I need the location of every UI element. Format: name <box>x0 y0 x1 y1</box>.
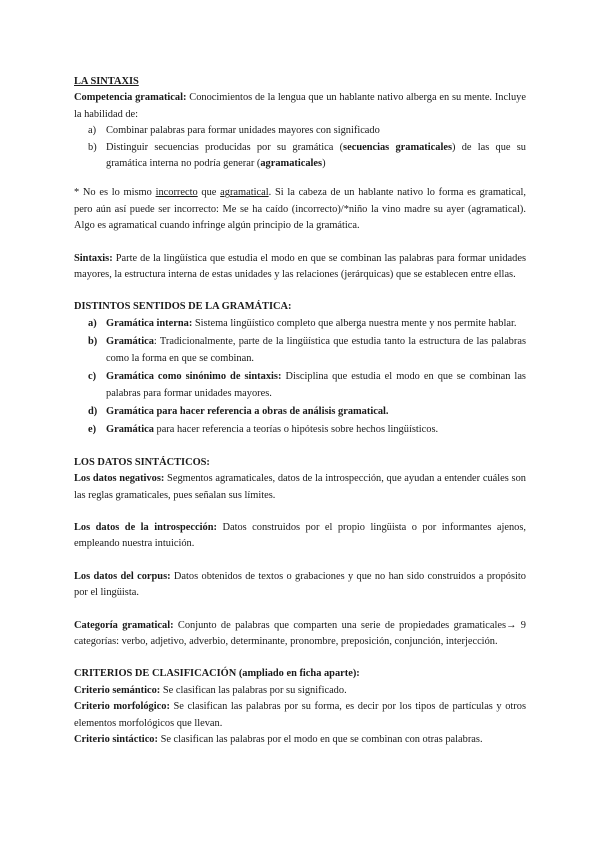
list-marker: e) <box>88 424 97 436</box>
list-marker: b) <box>88 336 98 348</box>
datos-negativos-text: Segmentos agramaticales, datos de la introspección, que ayudan a entender cuáles son las reglas gramaticales, pues señalan sus límites. <box>74 473 526 501</box>
list-item-term: Gramática interna: <box>106 317 193 329</box>
list-item <box>74 369 526 402</box>
list-item-text-pre: Distinguir secuencias producidas por su gramática ( <box>106 141 344 153</box>
list-marker: b) <box>88 141 97 153</box>
document-page <box>74 74 526 748</box>
list-item-term: Gramática <box>106 424 154 436</box>
sentidos-list <box>74 316 526 439</box>
note-paragraph <box>74 185 526 234</box>
criterio-sintactico-text: Se clasifican las palabras por el modo en que se combinan con otras palabras. <box>157 734 483 745</box>
list-item-term: Gramática para hacer referencia a obras de análisis gramatical. <box>106 405 389 417</box>
sintaxis-text: Parte de la lingüística que estudia el modo en que se combinan las palabras para formar unidades mayores, la estructura interna de estas unidades y las relaciones (jerárquicas) que se establecen entre ellas. <box>74 252 526 281</box>
criterio-semantico-text: Se clasifican las palabras por su significado. <box>160 684 347 696</box>
criterio-morfologico-text: Se clasifican las palabras por su forma, es decir por los tipos de partículas y otros elementos morfológicos que llevan. <box>74 701 527 729</box>
datos-negativos-paragraph <box>74 471 526 504</box>
datos-introspeccion-text: Datos construidos por el propio lingüista o por informantes ajenos, empleando nuestra intuición. <box>74 521 526 550</box>
criterio-sintactico-term: Criterio sintáctico: <box>74 734 158 745</box>
sintaxis-term: Sintaxis: <box>74 252 113 264</box>
list-item <box>74 140 526 173</box>
categoria-paragraph <box>74 618 526 651</box>
note-underline: incorrecto <box>155 187 198 199</box>
sentidos-heading: DISTINTOS SENTIDOS DE LA GRAMÁTICA: <box>74 301 292 313</box>
criterio-sintactico-paragraph <box>74 732 526 748</box>
criterio-morfologico-paragraph <box>74 699 526 732</box>
note-text: . Si la cabeza de un hablante nativo lo forma es gramatical, pero aún así puede ser incorrecto: Me se ha caído (incorrecto)/*niño la vino madre su ayer (agramatical). Algo es agramatical cuando infringe algún principio de la gramática. <box>74 187 526 232</box>
sintaxis-paragraph <box>74 251 526 284</box>
competencia-paragraph <box>74 90 526 123</box>
datos-introspeccion-term: Los datos de la introspección: <box>74 521 217 533</box>
list-item <box>74 123 526 139</box>
criterio-morfologico-term: Criterio morfológico: <box>74 701 170 713</box>
list-marker: a) <box>88 125 97 137</box>
list-marker: a) <box>88 317 97 329</box>
list-item <box>74 404 526 420</box>
datos-corpus-term: Los datos del corpus: <box>74 570 171 582</box>
list-item-text-post: ) <box>322 158 326 170</box>
list-marker: c) <box>88 371 97 383</box>
criterio-semantico-paragraph <box>74 683 526 699</box>
list-item <box>74 422 526 438</box>
list-item-text: : Tradicionalmente, parte de la lingüística que estudia tanto la estructura de las palabras como la forma en que se combinan. <box>106 336 526 364</box>
list-item-term: Gramática como sinónimo de sintaxis: <box>106 371 282 383</box>
list-item-text: para hacer referencia a teorías o hipótesis sobre hechos lingüísticos. <box>153 424 439 436</box>
list-marker: d) <box>88 405 98 417</box>
list-item-text: Sistema lingüístico completo que alberga nuestra mente y nos permite hablar. <box>192 317 517 329</box>
note-text: * No es lo mismo <box>74 187 156 199</box>
datos-introspeccion-paragraph <box>74 520 526 553</box>
datos-corpus-paragraph <box>74 569 526 602</box>
datos-heading: LOS DATOS SINTÁCTICOS: <box>74 456 210 468</box>
list-item-text: Disciplina que estudia el modo en que se combinan las palabras para formar unidades mayores. <box>106 371 526 399</box>
list-item-text: Combinar palabras para formar unidades mayores con significado <box>106 125 380 137</box>
list-item-term: Gramática <box>106 336 154 348</box>
competencia-term: Competencia gramatical: <box>74 92 187 104</box>
datos-corpus-text: Datos obtenidos de textos o grabaciones y que no han sido construidos a propósito por el lingüista. <box>74 570 526 599</box>
criterios-heading: CRITERIOS DE CLASIFICACIÓN (ampliado en ficha aparte): <box>74 668 360 680</box>
list-item <box>74 316 526 332</box>
note-text: que <box>197 187 221 199</box>
datos-negativos-term: Los datos negativos: <box>74 473 165 485</box>
competencia-text: Conocimientos de la lengua que un hablante nativo alberga en su mente. Incluye la habilidad de: <box>74 92 526 120</box>
list-item-bold: agramaticales <box>260 158 323 170</box>
note-underline: agramatical <box>220 187 269 199</box>
list-item <box>74 334 526 367</box>
categoria-text: Conjunto de palabras que comparten una serie de propiedades gramaticales→ 9 categorías: verbo, adjetivo, adverbio, determinante, pronombre, preposición, conjunción, interjección. <box>74 619 527 647</box>
categoria-term: Categoría gramatical: <box>74 619 174 631</box>
competencia-list <box>74 123 526 172</box>
document-title: LA SINTAXIS <box>74 76 139 87</box>
criterio-semantico-term: Criterio semántico: <box>74 684 161 696</box>
list-item-bold: secuencias gramaticales <box>343 141 453 153</box>
list-item-text-mid: ) de las que su gramática interna no podría generar ( <box>106 141 526 170</box>
